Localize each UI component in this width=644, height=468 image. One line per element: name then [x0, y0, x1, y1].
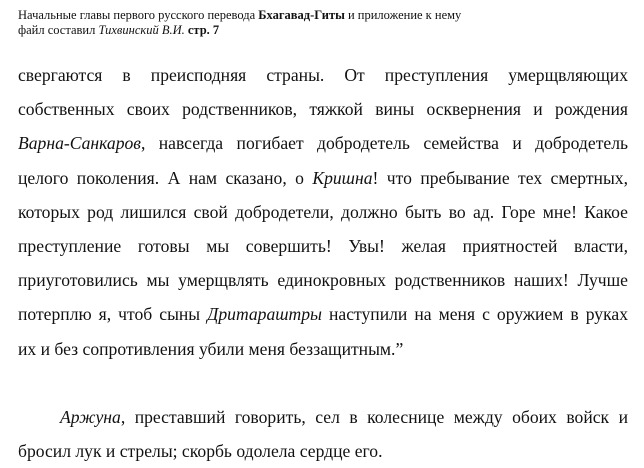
text-line: приуготовились мы умерщвлять единокровных родственников наших! Лучше	[18, 270, 628, 291]
header-text: Начальные главы первого русского перевода	[18, 8, 259, 22]
header-line-1	[18, 8, 628, 23]
paragraph-gap	[18, 366, 628, 400]
text-line: которых род лишился свой добродетели, должно быть во ад. Горе мне! Какое	[18, 201, 628, 222]
header-line-2	[18, 23, 628, 38]
book-title: Бхагавад-Гиты	[258, 8, 345, 22]
document-body	[18, 58, 628, 468]
text-fragment: , преставший говорить, сел в колеснице между обоих войск и	[120, 406, 628, 427]
text-fragment: потерплю я, чтоб сыны	[18, 304, 208, 325]
text-fragment: наступили на меня с оружием в руках	[321, 304, 628, 325]
header-text: файл составил	[18, 23, 99, 37]
paragraph-2	[18, 400, 628, 468]
page-number: стр. 7	[184, 23, 220, 37]
text-line: собственных своих родственников, тяжкой вины осквернения и рождения	[18, 99, 628, 120]
author-name: Тихвинский В.И.	[98, 23, 185, 37]
text-line: бросил лук и стрелы; скорбь одолела сердце его.	[18, 440, 383, 461]
text-line	[18, 400, 628, 434]
text-line	[18, 126, 628, 160]
text-fragment: целого поколения. А нам сказано, о	[18, 167, 313, 188]
text-fragment: , навсегда погибает добродетель семейства и добродетель	[140, 133, 628, 154]
text-line: свергаются в преисподняя страны. От преступления умерщвляющих	[18, 65, 628, 85]
proper-name: Кришна	[312, 167, 373, 188]
page-header	[18, 8, 628, 38]
text-line	[18, 161, 628, 195]
text-line	[18, 297, 628, 331]
header-text: и приложение к нему	[344, 8, 462, 22]
text-fragment: ! что пребывание тех смертных,	[372, 167, 628, 188]
proper-name: Варна-Санкаров	[18, 133, 141, 154]
proper-name: Аржуна	[60, 406, 121, 427]
text-line: преступление готовы мы совершить! Увы! желая приятностей власти,	[18, 235, 628, 256]
proper-name: Дритараштры	[207, 304, 322, 325]
text-line: их и без сопротивления убили меня беззащитным.”	[18, 338, 404, 359]
paragraph-1	[18, 58, 628, 366]
